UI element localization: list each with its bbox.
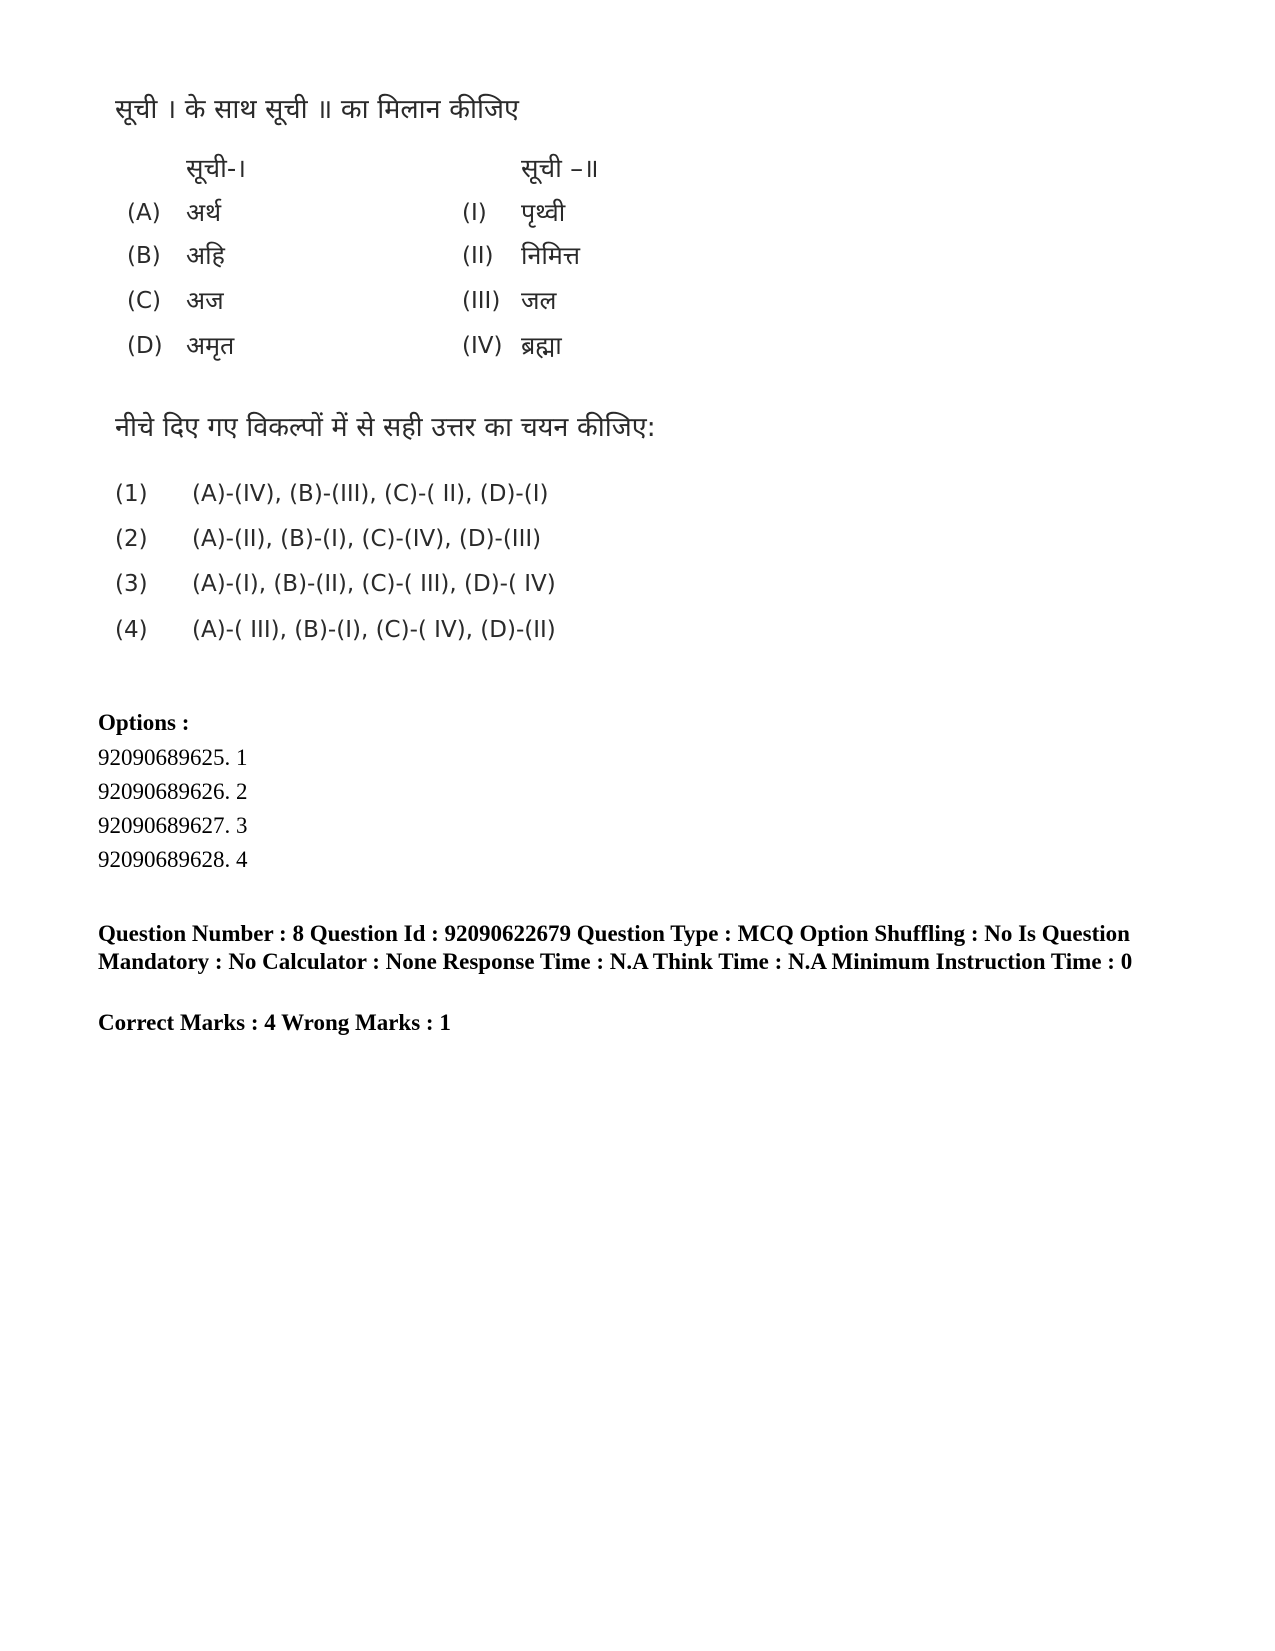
choose-prompt: नीचे दिए गए विकल्पों में से सही उत्तर का चयन कीजिए: (115, 412, 656, 443)
list-2-value: ब्रह्मा (521, 331, 562, 360)
options-heading: Options : (98, 710, 190, 735)
list-1-label: (D) (127, 333, 163, 359)
option-line: 92090689625. 1 (98, 745, 248, 770)
answer-choice-text: (A)-(II), (B)-(I), (C)-(IV), (D)-(III) (192, 526, 542, 552)
answer-choice (0, 610, 700, 650)
match-row (0, 326, 700, 366)
list-1-value: अहि (186, 241, 225, 270)
option-line: 92090689626. 2 (98, 779, 248, 804)
list-1-value: अमृत (186, 331, 235, 360)
list-2-label: (III) (462, 288, 501, 314)
list-2-value: जल (521, 286, 557, 315)
list-2-value: निमित्त (521, 241, 581, 270)
answer-choice (0, 564, 700, 604)
answer-choice-text: (A)-(I), (B)-(II), (C)-( III), (D)-( IV) (192, 571, 556, 597)
list-1-value: अर्थ (186, 198, 222, 227)
list-1-header: सूची-। (186, 154, 247, 184)
option-line: 92090689628. 4 (98, 847, 248, 872)
list-2-header: सूची –॥ (521, 154, 599, 184)
question-meta: Question Number : 8 Question Id : 92090622679 Question Type : MCQ Option Shuffling : No Is Question Mandatory : No Calculator : None Response Time : N.A Think Time : N.A Minimum Instruction Time : 0 (98, 921, 1133, 974)
answer-choice-text: (A)-(IV), (B)-(III), (C)-( II), (D)-(I) (192, 481, 549, 507)
answer-choice-number: (3) (115, 571, 148, 597)
option-line: 92090689627. 3 (98, 813, 248, 838)
match-row (0, 236, 700, 276)
list-1-label: (B) (127, 243, 161, 269)
answer-choice-text: (A)-( III), (B)-(I), (C)-( IV), (D)-(II) (192, 617, 556, 643)
match-row (0, 281, 700, 321)
list-2-label: (II) (462, 243, 494, 269)
list-1-label: (A) (127, 200, 161, 226)
answer-choice (0, 519, 700, 559)
list-2-label: (I) (462, 200, 487, 226)
match-row (0, 193, 700, 233)
list-2-value: पृथ्वी (521, 198, 566, 227)
question-image (0, 0, 1275, 680)
answer-choice (0, 474, 700, 514)
list-1-value: अज (186, 286, 224, 315)
answer-choice-number: (2) (115, 526, 148, 552)
answer-choice-number: (1) (115, 481, 148, 507)
list-1-label: (C) (127, 288, 162, 314)
list-2-label: (IV) (462, 333, 503, 359)
marks-line: Correct Marks : 4 Wrong Marks : 1 (98, 1010, 451, 1035)
answer-choice-number: (4) (115, 617, 148, 643)
match-instruction: सूची । के साथ सूची ॥ का मिलान कीजिए (115, 94, 519, 125)
